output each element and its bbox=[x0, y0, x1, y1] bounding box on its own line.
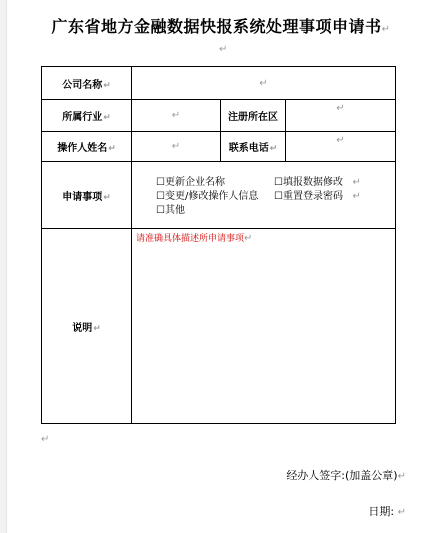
company-name-row bbox=[42, 67, 396, 100]
paragraph-mark: ↵ bbox=[259, 77, 268, 89]
paragraph-mark: ↵ bbox=[381, 24, 391, 35]
description-label-cell bbox=[42, 229, 132, 424]
options-line-2 bbox=[156, 190, 387, 204]
operator-row bbox=[42, 132, 396, 162]
industry-row bbox=[42, 100, 396, 132]
request-options-cell bbox=[132, 162, 396, 229]
industry-label: 所属行业 bbox=[62, 112, 103, 123]
description-label: 说明 bbox=[72, 322, 93, 334]
option-reset-login-password[interactable]: ☐重置登录密码 bbox=[274, 191, 343, 202]
option-modify-report-data[interactable]: ☐填报数据修改 bbox=[274, 177, 343, 188]
paragraph-mark: ↵ bbox=[93, 323, 101, 334]
paragraph-mark: ↵ bbox=[352, 191, 361, 202]
options-line-1 bbox=[156, 176, 387, 190]
option-change-operator-info[interactable]: ☐变更/修改操作人信息 bbox=[156, 191, 259, 202]
paragraph-mark: ↵ bbox=[219, 44, 228, 55]
request-items-row bbox=[42, 162, 396, 229]
company-name-label-cell bbox=[42, 67, 132, 100]
description-row bbox=[42, 229, 396, 424]
description-hint: 请准确具体描述所申请事项 bbox=[136, 234, 245, 244]
paragraph-mark: ↵ bbox=[397, 471, 406, 482]
company-name-field[interactable] bbox=[132, 67, 396, 100]
paragraph-mark: ↵ bbox=[103, 192, 111, 203]
phone-label: 联系电话 bbox=[228, 143, 269, 154]
date-label: 日期: bbox=[368, 505, 395, 518]
registered-area-label-cell bbox=[221, 100, 286, 132]
registered-area-label: 注册所在区 bbox=[228, 112, 278, 123]
paragraph-mark: ↵ bbox=[171, 110, 181, 121]
operator-name-field[interactable] bbox=[132, 132, 221, 162]
page-margin bbox=[0, 0, 7, 533]
paragraph-mark: ↵ bbox=[269, 144, 278, 154]
phone-label-cell bbox=[221, 132, 286, 162]
signer-label: 经办人签字:(加盖公章) bbox=[286, 469, 398, 482]
options-line-3 bbox=[156, 204, 387, 218]
paragraph-mark: ↵ bbox=[336, 103, 345, 114]
document-title bbox=[0, 14, 442, 37]
paragraph-mark: ↵ bbox=[336, 135, 345, 146]
option-update-company-name[interactable]: ☐更新企业名称 bbox=[156, 177, 225, 188]
date-line bbox=[368, 503, 406, 519]
industry-label-cell bbox=[42, 100, 132, 132]
registered-area-field[interactable] bbox=[286, 100, 396, 132]
operator-name-label-cell bbox=[42, 132, 132, 162]
application-form-table bbox=[41, 66, 396, 424]
paragraph-mark: ↵ bbox=[103, 113, 111, 123]
industry-field[interactable] bbox=[132, 100, 221, 132]
request-items-label: 申请事项 bbox=[62, 191, 103, 203]
operator-name-label: 操作人姓名 bbox=[57, 143, 108, 154]
company-name-label: 公司名称 bbox=[62, 79, 103, 91]
signer-line bbox=[286, 467, 406, 483]
request-items-label-cell bbox=[42, 162, 132, 229]
paragraph-mark: ↵ bbox=[397, 507, 406, 518]
paragraph-mark: ↵ bbox=[41, 434, 50, 445]
paragraph-mark: ↵ bbox=[171, 141, 181, 152]
paragraph-mark: ↵ bbox=[108, 144, 116, 154]
paragraph-mark: ↵ bbox=[244, 233, 253, 244]
paragraph-mark: ↵ bbox=[352, 177, 361, 188]
option-other[interactable]: ☐其他 bbox=[156, 205, 185, 216]
title-text: 广东省地方金融数据快报系统处理事项申请书 bbox=[51, 17, 382, 36]
phone-field[interactable] bbox=[286, 132, 396, 162]
paragraph-mark: ↵ bbox=[103, 80, 111, 91]
description-field[interactable] bbox=[132, 229, 396, 424]
